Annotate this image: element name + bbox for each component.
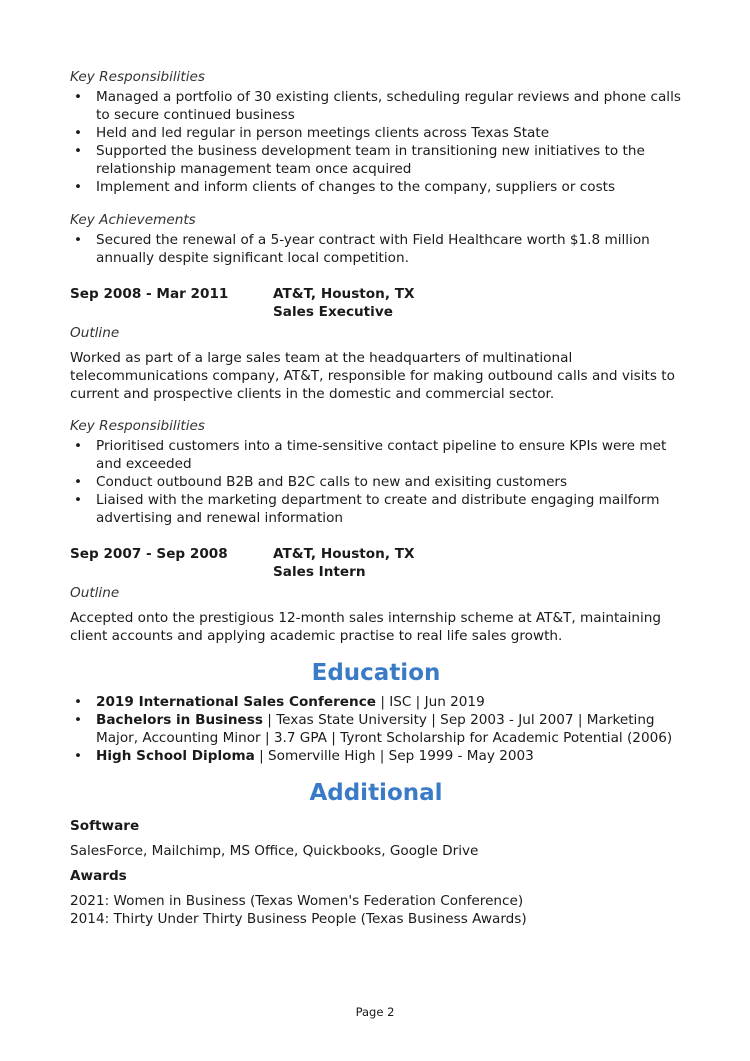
job2-responsibilities-heading: Key Responsibilities — [70, 418, 205, 434]
job3-header — [70, 545, 682, 581]
list-item: • Managed a portfolio of 30 existing clients, scheduling regular reviews and phone calls to secure continued business — [70, 88, 682, 124]
list-item: • Conduct outbound B2B and B2C calls to new and exisiting customers — [70, 473, 682, 491]
software-label: Software — [70, 818, 140, 834]
job2-outline-heading: Outline — [70, 325, 120, 341]
education-heading: Education — [311, 660, 441, 686]
job1-responsibilities-heading: Key Responsibilities — [70, 69, 205, 85]
job2-outline: Worked as part of a large sales team at the headquarters of multinational telecommunications company, AT&T, responsible for making outbound calls and visits to current and prospective clients in the domestic and commercial sector. — [70, 350, 675, 402]
job2-company: AT&T, Houston, TX — [273, 286, 415, 302]
list-item: • Held and led regular in person meetings clients across Texas State — [70, 124, 682, 142]
job3-dates: Sep 2007 - Sep 2008 — [70, 546, 228, 562]
job3-outline: Accepted onto the prestigious 12-month sales internship scheme at AT&T, maintaining client accounts and applying academic practise to real life sales growth. — [70, 610, 662, 644]
education-item-details: | Somerville High | Sep 1999 - May 2003 — [254, 748, 534, 764]
resume-page-2 — [70, 68, 682, 928]
award-item: 2021: Women in Business (Texas Women's Federation Conference) — [70, 893, 524, 909]
job2-title: Sales Executive — [273, 304, 393, 320]
additional-heading: Additional — [309, 780, 443, 806]
page-number: Page 2 — [355, 1005, 395, 1019]
job3-outline-heading: Outline — [70, 585, 120, 601]
job1-achievements-list — [70, 231, 682, 267]
job1-responsibilities-list — [70, 88, 682, 196]
software-list: SalesForce, Mailchimp, MS Office, Quickbooks, Google Drive — [70, 843, 479, 859]
education-item-details: | Texas State University | Sep 2003 - Jul 2007 | Marketing Major, Accounting Minor | 3.7 GPA | Tyront Scholarship for Academic Potential (2006) — [96, 712, 673, 746]
list-item — [70, 693, 682, 711]
job3-employer — [273, 545, 414, 581]
list-item: • Liaised with the marketing department to create and distribute engaging mailform advertising and renewal information — [70, 491, 682, 527]
awards-label: Awards — [70, 868, 127, 884]
job2-employer — [273, 285, 414, 321]
education-item-title: Bachelors in Business — [96, 712, 263, 728]
education-item-details: | ISC | Jun 2019 — [376, 694, 485, 710]
list-item: • Secured the renewal of a 5-year contract with Field Healthcare worth $1.8 million annually despite significant local competition. — [70, 231, 682, 267]
job2-responsibilities-list — [70, 437, 682, 527]
job2-dates: Sep 2008 - Mar 2011 — [70, 286, 229, 302]
job2-header — [70, 285, 682, 321]
list-item — [70, 711, 682, 747]
list-item: • Supported the business development team in transitioning new initiatives to the relationship management team once acquired — [70, 142, 682, 178]
job1-achievements-heading: Key Achievements — [70, 212, 196, 228]
education-list — [70, 693, 682, 765]
list-item: • Implement and inform clients of changes to the company, suppliers or costs — [70, 178, 682, 196]
award-item: 2014: Thirty Under Thirty Business People (Texas Business Awards) — [70, 911, 527, 927]
job3-company: AT&T, Houston, TX — [273, 546, 415, 562]
list-item — [70, 747, 682, 765]
job3-title: Sales Intern — [273, 564, 366, 580]
education-item-title: 2019 International Sales Conference — [96, 694, 376, 710]
list-item: • Prioritised customers into a time-sensitive contact pipeline to ensure KPIs were met and exceeded — [70, 437, 682, 473]
education-item-title: High School Diploma — [96, 748, 255, 764]
